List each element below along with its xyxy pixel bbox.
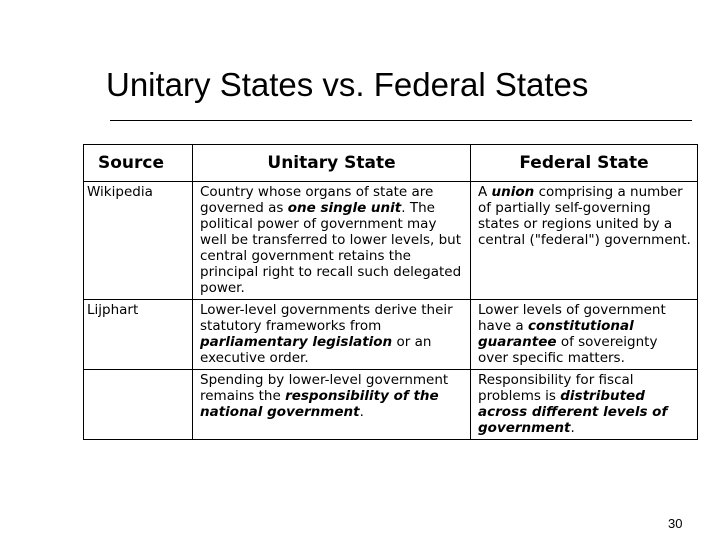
cell-text: . (570, 420, 575, 436)
table-row (84, 300, 698, 370)
cell-unitary (193, 300, 471, 370)
cell-text: Responsibility for fiscal problems is (478, 372, 634, 404)
emphasis-text: constitutional guarantee (478, 318, 634, 350)
cell-source: Lijphart (84, 300, 193, 370)
cell-text: . (359, 404, 364, 420)
cell-text: Spending by lower-level government remains the (200, 372, 449, 404)
cell-text: Lower levels of government have a (478, 302, 666, 334)
header-source: Source (84, 145, 193, 182)
cell-federal (471, 182, 698, 300)
cell-text: Country whose organs of state are governed as (200, 184, 434, 216)
cell-text: comprising a number of partially self-governing states or regions united by a central ("federal") government. (478, 184, 691, 248)
cell-federal (471, 370, 698, 440)
table-row (84, 370, 698, 440)
page-number: 30 (668, 516, 683, 531)
cell-federal (471, 300, 698, 370)
emphasis-text: one single unit (287, 200, 402, 216)
cell-text: or an executive order. (200, 334, 432, 366)
emphasis (492, 184, 535, 200)
cell-text: A (478, 184, 492, 200)
header-federal-state: Federal State (471, 145, 698, 182)
emphasis (288, 200, 401, 216)
emphasis-text: parliamentary legislation (200, 334, 393, 350)
header-unitary-state: Unitary State (193, 145, 471, 182)
cell-unitary (193, 370, 471, 440)
cell-text: . The political power of government may well be transferred to lower levels, but central government retains the principal right to recall such delegated power. (200, 200, 462, 296)
slide-title: Unitary States vs. Federal States (106, 66, 589, 103)
emphasis-text: distributed across different levels of government (478, 388, 668, 436)
emphasis (200, 334, 392, 350)
table-row (84, 182, 698, 300)
emphasis-text: responsibility of the national government (200, 388, 439, 420)
emphasis-text: union (491, 184, 535, 200)
title-divider (110, 120, 692, 121)
table-header-row (84, 145, 698, 182)
cell-text: Lower-level governments derive their statutory frameworks from (200, 302, 453, 334)
cell-unitary (193, 182, 471, 300)
comparison-table (83, 144, 698, 440)
cell-source: Wikipedia (84, 182, 193, 300)
cell-text: of sovereignty over specific matters. (478, 334, 658, 366)
cell-source (84, 370, 193, 440)
